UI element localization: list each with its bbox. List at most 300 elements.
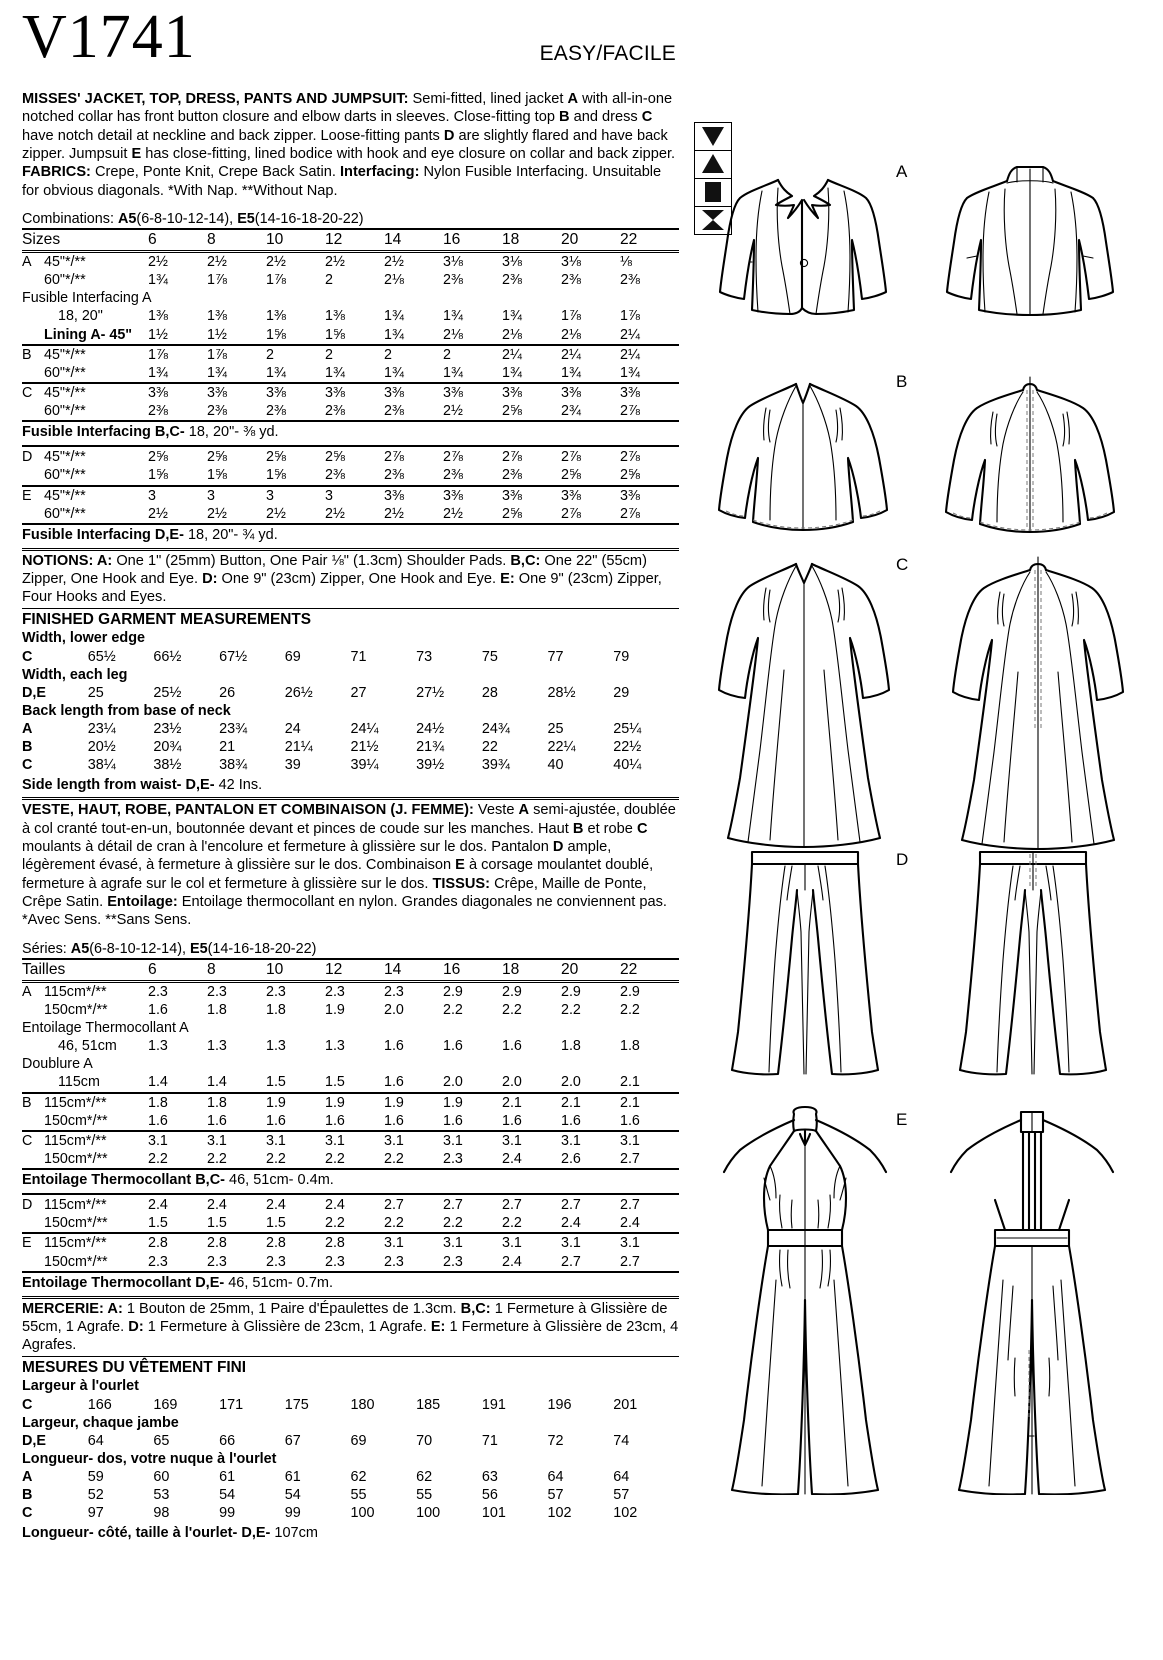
measurement-value: 25¼ <box>613 721 642 738</box>
english-table2-body <box>22 448 679 524</box>
table-subheading: Doublure A <box>22 1056 93 1073</box>
yardage-value: 2⅜ <box>502 466 561 485</box>
measurement-value: 38¾ <box>219 757 248 774</box>
yardage-value: 2.2 <box>148 1150 207 1169</box>
table-row <box>22 1112 679 1131</box>
label: Longueur- côté, taille à l'ourlet- D,E- <box>22 1524 271 1541</box>
yardage-value: 3.1 <box>620 1235 640 1252</box>
yardage-value: 1¾ <box>148 272 168 289</box>
figure-jacket-a-front <box>718 158 888 338</box>
measurement-value: 166 <box>87 1396 112 1413</box>
measurement-value: 27½ <box>416 684 445 701</box>
measurement-value: 71 <box>350 648 367 665</box>
view-letter <box>22 1037 44 1055</box>
yardage-value: 1.8 <box>148 1094 168 1111</box>
measurement-value: 55 <box>416 1487 433 1504</box>
measurement-value: 59 <box>87 1469 104 1486</box>
table-row <box>22 1093 679 1112</box>
measurement-row <box>22 1432 679 1450</box>
measurement-value: 55 <box>350 1487 367 1504</box>
size-header-18: 18 <box>502 959 561 981</box>
yardage-value: 2.3 <box>148 1253 207 1272</box>
yardage-value: 3⅜ <box>384 487 404 504</box>
view-letter: E <box>22 487 32 504</box>
yardage-value: 1.8 <box>561 1038 581 1055</box>
yardage-value: 2⅞ <box>561 449 581 466</box>
yardage-value: 3.1 <box>502 1235 522 1252</box>
yardage-value: 3.1 <box>443 1235 463 1252</box>
fabric-width-label: 45"*/** <box>44 449 86 466</box>
size-header-12: 12 <box>325 229 384 251</box>
yardage-value: 3⅜ <box>384 385 404 402</box>
yardage-value: 3⅜ <box>443 487 463 504</box>
yardage-value: 3.1 <box>384 1235 404 1252</box>
yardage-value: 2⅞ <box>384 449 404 466</box>
measurement-group-heading-row <box>22 702 679 720</box>
measurement-value: 100 <box>350 1505 375 1522</box>
measurement-row <box>22 1486 679 1504</box>
yardage-value: 1.6 <box>325 1112 384 1131</box>
yardage-value: 2.4 <box>325 1197 345 1214</box>
measurement-value: 54 <box>284 1487 301 1504</box>
measurement-value: 24½ <box>416 721 445 738</box>
yardage-value: 2⅜ <box>502 272 522 289</box>
yardage-value: 2¼ <box>561 346 581 363</box>
view-label-d: D <box>896 850 909 869</box>
yardage-value: 1.6 <box>207 1112 266 1131</box>
french-table2-body <box>22 1196 679 1272</box>
measurement-value: 57 <box>547 1487 564 1504</box>
size-header-14: 14 <box>384 229 443 251</box>
fabric-width-label: 115cm <box>44 1073 148 1092</box>
yardage-value: 1½ <box>148 326 207 345</box>
measurement-row <box>22 648 679 666</box>
figure-dress-c-back <box>948 550 1128 850</box>
measurement-row <box>22 738 679 756</box>
yardage-value: 2.3 <box>443 1253 502 1272</box>
yardage-value: 2.2 <box>502 1214 561 1233</box>
yardage-value: 2.1 <box>620 1073 679 1092</box>
measurement-value: 169 <box>153 1396 178 1413</box>
yardage-value: 3.1 <box>502 1132 522 1149</box>
measurement-value: 21 <box>219 739 236 756</box>
yardage-value: 2.2 <box>443 1214 502 1233</box>
yardage-value: 2.7 <box>384 1197 404 1214</box>
measurement-value: 66 <box>219 1432 236 1449</box>
yardage-value: 3.1 <box>561 1235 581 1252</box>
combinations-row <box>22 210 679 229</box>
yardage-value: 1.3 <box>207 1038 227 1055</box>
measurement-value: 39½ <box>416 757 445 774</box>
yardage-value: 1⅜ <box>266 308 286 325</box>
measurement-value: 62 <box>350 1469 367 1486</box>
yardage-value: 2.7 <box>561 1197 581 1214</box>
size-header-8: 8 <box>207 959 266 981</box>
yardage-value: 2.9 <box>561 983 581 1000</box>
yardage-value: 3.1 <box>266 1132 286 1149</box>
yardage-value: 3 <box>325 487 333 504</box>
yardage-value: 1.6 <box>148 1001 168 1018</box>
value: 18, 20"- ¾ yd. <box>183 526 278 543</box>
measurement-view-label: C <box>22 757 33 774</box>
french-interfacing-bc <box>22 1170 679 1191</box>
table-row <box>22 364 679 383</box>
yardage-value: 3 <box>207 487 215 504</box>
yardage-value: 1⅜ <box>325 308 345 325</box>
yardage-value: 2⅞ <box>502 449 522 466</box>
measurement-group-title: Longueur- dos, votre nuque à l'ourlet <box>22 1450 277 1467</box>
size-header-16: 16 <box>443 959 502 981</box>
english-side-length <box>22 775 679 796</box>
fabric-width-label: 45"*/** <box>44 346 86 363</box>
view-letter <box>22 326 44 345</box>
figure-top-b-back <box>945 370 1115 545</box>
figure-pants-d-front <box>730 842 880 1077</box>
yardage-value: 2.0 <box>561 1073 620 1092</box>
yardage-value: 1¾ <box>384 326 443 345</box>
yardage-value: 3.1 <box>384 1132 404 1149</box>
measurement-value: 69 <box>284 648 301 665</box>
figure-pants-d-back <box>958 842 1108 1077</box>
figure-jumpsuit-e-back <box>945 1100 1120 1495</box>
yardage-value: 2⅛ <box>384 272 404 289</box>
yardage-value: 1⅜ <box>148 308 168 325</box>
measurement-value: 28½ <box>547 684 576 701</box>
yardage-value: 2 <box>384 346 392 363</box>
measurement-value: 40¼ <box>613 757 642 774</box>
measurement-view-label: A <box>22 1469 33 1486</box>
yardage-value: 2.3 <box>207 1253 266 1272</box>
view-letter: E <box>22 1235 32 1252</box>
measurement-value: 196 <box>547 1396 572 1413</box>
measurement-value: 67 <box>284 1432 301 1449</box>
yardage-value: 1¾ <box>443 364 502 383</box>
measurement-view-label: C <box>22 1505 33 1522</box>
yardage-value: 2½ <box>148 253 168 270</box>
yardage-value: 2.7 <box>620 1150 679 1169</box>
view-letter <box>22 1073 44 1092</box>
yardage-value: 2.0 <box>384 1001 404 1018</box>
table-row <box>22 1131 679 1150</box>
yardage-value: 2⅝ <box>502 402 561 421</box>
fabric-width-label: 60"*/** <box>44 364 148 383</box>
yardage-value: 1⅞ <box>561 308 581 325</box>
english-table-body <box>22 210 679 421</box>
yardage-value: 2½ <box>207 505 266 524</box>
measurement-group-heading-row <box>22 1450 679 1468</box>
fabric-width-label: 45"*/** <box>44 385 86 402</box>
measurement-value: 62 <box>416 1469 433 1486</box>
fabric-width-label: 150cm*/** <box>44 1150 148 1169</box>
sizes-header-row <box>22 229 679 251</box>
value: 46, 51cm- 0.7m. <box>224 1274 334 1291</box>
yardage-value: 2⅞ <box>561 505 620 524</box>
view-letter: C <box>22 385 33 402</box>
yardage-value: 2.4 <box>266 1197 286 1214</box>
yardage-value: 1.6 <box>502 1112 561 1131</box>
yardage-value: 3⅛ <box>443 253 463 270</box>
measurement-value: 64 <box>613 1469 630 1486</box>
fabric-width-label: 150cm*/** <box>44 1112 148 1131</box>
french-table-body <box>22 940 679 1170</box>
yardage-value: 3⅛ <box>561 253 581 270</box>
french-fgm-title: MESURES DU VÊTEMENT FINI <box>22 1359 247 1377</box>
table-row <box>22 307 679 325</box>
table-row <box>22 1150 679 1169</box>
measurement-value: 61 <box>219 1469 236 1486</box>
fabric-width-label: 60"*/** <box>44 272 86 289</box>
yardage-value: 2.7 <box>620 1197 640 1214</box>
yardage-value: 2.2 <box>443 1001 463 1018</box>
measurement-value: 66½ <box>153 648 182 665</box>
value: 18, 20"- ⅜ yd. <box>184 424 279 441</box>
yardage-value: 1.8 <box>207 1094 227 1111</box>
measurement-value: 22 <box>481 739 498 756</box>
yardage-value: 2⅝ <box>325 449 345 466</box>
combinations-text: Séries: A5(6-8-10-12-14), E5(14-16-18-20-22) <box>22 940 679 959</box>
measurement-group-heading-row <box>22 629 679 647</box>
measurement-value: 40 <box>547 757 564 774</box>
yardage-value: 2¼ <box>620 326 679 345</box>
view-label-b: B <box>896 372 908 391</box>
yardage-value: 1¾ <box>561 364 620 383</box>
divider <box>22 1356 679 1357</box>
measurement-value: 97 <box>87 1505 104 1522</box>
yardage-value: 3⅜ <box>207 385 227 402</box>
table-subheading-row <box>22 289 679 307</box>
view-letter <box>22 505 44 524</box>
yardage-value: 2.8 <box>325 1235 345 1252</box>
measurement-value: 102 <box>547 1505 572 1522</box>
yardage-value: 1.6 <box>561 1112 620 1131</box>
view-letter: D <box>22 1197 33 1214</box>
measurement-value: 53 <box>153 1487 170 1504</box>
measurement-view-label: C <box>22 1396 33 1413</box>
table-row <box>22 383 679 402</box>
view-letter: B <box>22 1094 32 1111</box>
table-row <box>22 345 679 364</box>
yardage-value: 3⅜ <box>148 385 168 402</box>
yardage-value: 1⅞ <box>207 346 227 363</box>
sizes-label: Sizes <box>22 229 148 251</box>
measurement-value: 22¼ <box>547 739 576 756</box>
divider <box>22 608 679 609</box>
measurement-group-heading-row <box>22 1377 679 1395</box>
measurement-value: 21½ <box>350 739 379 756</box>
yardage-value: 2.4 <box>502 1150 561 1169</box>
divider <box>22 548 679 551</box>
yardage-value: 1⅜ <box>207 308 227 325</box>
divider <box>22 797 679 800</box>
fabric-width-label: 150cm*/** <box>44 1001 108 1018</box>
view-label-e: E <box>896 1110 908 1129</box>
english-description: MISSES' JACKET, TOP, DRESS, PANTS AND JUMPSUIT: Semi-fitted, lined jacket A with all-in-one notched collar has front button closure and elbow darts in sleeves. Close-fitting top B and dress C have notch detail at neckline and back zipper. Loose-fitting pants D are slightly flared and have back zipper. Jumpsuit E has close-fitting, lined bodice with hook and eye closure on collar and back zipper. FABRICS: Crepe, Ponte Knit, Crepe Back Satin. Interfacing: Nylon Fusible Interfacing. Unsuitable for obvious diagonals. *With Nap. **Without Nap. <box>22 91 676 199</box>
measurement-value: 25 <box>547 721 564 738</box>
measurement-value: 26½ <box>284 684 313 701</box>
yardage-value: 2.7 <box>561 1253 620 1272</box>
yardage-value: 1⅝ <box>325 326 384 345</box>
yardage-value: 1.9 <box>325 1001 345 1018</box>
yardage-value: 1.3 <box>266 1038 286 1055</box>
table-row <box>22 251 679 271</box>
french-fgm-table <box>22 1377 679 1522</box>
yardage-value: 2⅛ <box>443 326 502 345</box>
measurement-value: 22½ <box>613 739 642 756</box>
measurement-value: 56 <box>481 1487 498 1504</box>
yardage-value: 2.6 <box>561 1150 620 1169</box>
view-letter <box>22 271 44 289</box>
yardage-value: 2.3 <box>207 983 227 1000</box>
measurement-view-label: B <box>22 739 33 756</box>
measurement-row <box>22 1396 679 1414</box>
measurement-value: 71 <box>481 1432 498 1449</box>
measurement-value: 29 <box>613 684 630 701</box>
measurement-value: 39¼ <box>350 757 379 774</box>
table-subheading: Fusible Interfacing A <box>22 290 152 307</box>
yardage-value: 3⅜ <box>620 487 640 504</box>
yardage-value: 2½ <box>443 505 502 524</box>
yardage-value: 1.6 <box>148 1112 207 1131</box>
measurement-group-heading-row <box>22 666 679 684</box>
measurement-value: 74 <box>613 1432 630 1449</box>
measurement-group-heading-row <box>22 1414 679 1432</box>
yardage-value: 3.1 <box>561 1132 581 1149</box>
size-header-22: 22 <box>620 229 679 251</box>
yardage-value: 1.4 <box>148 1073 207 1092</box>
measurement-value: 101 <box>481 1505 506 1522</box>
measurement-value: 70 <box>416 1432 433 1449</box>
fabric-width-label: 150cm*/** <box>44 1214 148 1233</box>
yardage-value: 2½ <box>266 253 286 270</box>
fabric-width-label: 115cm*/** <box>44 1235 107 1252</box>
yardage-value: 2⅜ <box>325 402 384 421</box>
fabric-width-label: Lining A- 45" <box>44 326 148 345</box>
yardage-value: 2.2 <box>384 1214 443 1233</box>
yardage-value: 1⅞ <box>266 272 286 289</box>
fabric-width-label: 115cm*/** <box>44 1197 107 1214</box>
french-notions: MERCERIE: A: 1 Bouton de 25mm, 1 Paire d'Épaulettes de 1.3cm. B,C: 1 Fermeture à Glissière de 55cm, 1 Agrafe. D: 1 Fermeture à Glissière de 23cm, 1 Agrafe. E: 1 Fermeture à Glissière de 23cm, 4 Agrafes. <box>22 1300 679 1354</box>
yardage-value: 2⅝ <box>620 466 679 485</box>
measurement-row <box>22 1468 679 1486</box>
view-letter <box>22 1253 44 1272</box>
measurement-value: 27 <box>350 684 367 701</box>
size-header-6: 6 <box>148 229 207 251</box>
table-subheading: Entoilage Thermocollant A <box>22 1020 189 1037</box>
yardage-value: 1.6 <box>266 1112 325 1131</box>
yardage-value: 1.6 <box>384 1112 443 1131</box>
yardage-value: 2.4 <box>620 1214 679 1233</box>
yardage-value: 2.3 <box>325 983 345 1000</box>
measurement-group-title: Width, lower edge <box>22 630 145 647</box>
yardage-value: 2.3 <box>384 983 404 1000</box>
measurement-value: 54 <box>219 1487 236 1504</box>
measurement-value: 24¾ <box>481 721 510 738</box>
yardage-value: 3 <box>148 487 156 504</box>
measurement-view-label: C <box>22 648 33 665</box>
fabric-width-label: 45"*/** <box>44 253 86 270</box>
divider <box>22 1296 679 1299</box>
measurement-value: 201 <box>613 1396 638 1413</box>
yardage-value: 2⅞ <box>620 449 640 466</box>
yardage-value: 2⅜ <box>325 466 384 485</box>
yardage-value: 1.9 <box>443 1094 463 1111</box>
view-letter: A <box>22 983 32 1000</box>
yardage-value: 1.6 <box>384 1073 443 1092</box>
yardage-value: 1¾ <box>502 308 522 325</box>
table-row <box>22 271 679 289</box>
yardage-value: 2.3 <box>325 1253 384 1272</box>
measurement-value: 180 <box>350 1396 375 1413</box>
yardage-value: 2.1 <box>620 1094 640 1111</box>
view-letter <box>22 364 44 383</box>
measurement-value: 39¾ <box>481 757 510 774</box>
figure-dress-c-front <box>714 550 894 850</box>
yardage-value: 1⅝ <box>266 326 325 345</box>
label: Fusible Interfacing D,E- <box>22 526 184 543</box>
yardage-value: 2⅜ <box>561 272 581 289</box>
measurement-value: 175 <box>284 1396 309 1413</box>
english-fgm-table <box>22 629 679 774</box>
yardage-value: 3⅛ <box>502 253 522 270</box>
yardage-value: 2.2 <box>561 1001 581 1018</box>
size-header-16: 16 <box>443 229 502 251</box>
garment-illustrations <box>700 100 1160 1655</box>
yardage-value: 1.5 <box>207 1214 266 1233</box>
label: Entoilage Thermocollant B,C- <box>22 1172 226 1189</box>
english-notions: NOTIONS: A: One 1" (25mm) Button, One Pair ⅛" (1.3cm) Shoulder Pads. B,C: One 22" (55cm) Zipper, One Hook and Eye. D: One 9" (23cm) Zipper, One Hook and Eye. E: One 9" (23cm) Zipper, Four Hooks and Eyes. <box>22 552 662 606</box>
measurement-value: 21¾ <box>416 739 445 756</box>
fabric-width-label: 18, 20" <box>58 308 103 325</box>
measurement-value: 38½ <box>153 757 182 774</box>
table-row <box>22 1253 679 1272</box>
yardage-value: 3.1 <box>620 1132 640 1149</box>
table-row <box>22 1073 679 1092</box>
table-row <box>22 1214 679 1233</box>
measurement-value: 73 <box>416 648 433 665</box>
yardage-value: 2.2 <box>266 1150 325 1169</box>
yardage-value: 3.1 <box>148 1132 168 1149</box>
specifications-column <box>22 90 679 1543</box>
fabric-width-label: 60"*/** <box>44 466 148 485</box>
english-fgm-body <box>22 629 679 774</box>
table-row <box>22 448 679 466</box>
yardage-value: 2.2 <box>325 1214 384 1233</box>
figure-jacket-a-back <box>945 156 1115 336</box>
fabric-width-label: 45"*/** <box>44 487 86 504</box>
yardage-value: 2.0 <box>443 1073 502 1092</box>
measurement-value: 25 <box>87 684 104 701</box>
measurement-value: 79 <box>613 648 630 665</box>
measurement-value: 23½ <box>153 721 182 738</box>
yardage-value: 2.2 <box>325 1150 384 1169</box>
yardage-value: 1¾ <box>384 364 443 383</box>
yardage-value: 1.6 <box>502 1038 522 1055</box>
english-fgm-title: FINISHED GARMENT MEASUREMENTS <box>22 611 312 629</box>
yardage-value: 3 <box>266 487 274 504</box>
yardage-value: 3⅜ <box>620 385 640 402</box>
figure-jumpsuit-e-front <box>718 1100 893 1495</box>
yardage-value: 2⅜ <box>443 466 502 485</box>
yardage-value: 2⅜ <box>384 466 443 485</box>
measurement-value: 77 <box>547 648 564 665</box>
yardage-value: 2⅜ <box>620 272 640 289</box>
yardage-value: 2 <box>325 272 333 289</box>
english-yardage-table-2 <box>22 448 679 525</box>
measurement-value: 38¼ <box>87 757 116 774</box>
yardage-value: 3.1 <box>443 1132 463 1149</box>
measurement-value: 72 <box>547 1432 564 1449</box>
view-letter <box>22 402 44 421</box>
